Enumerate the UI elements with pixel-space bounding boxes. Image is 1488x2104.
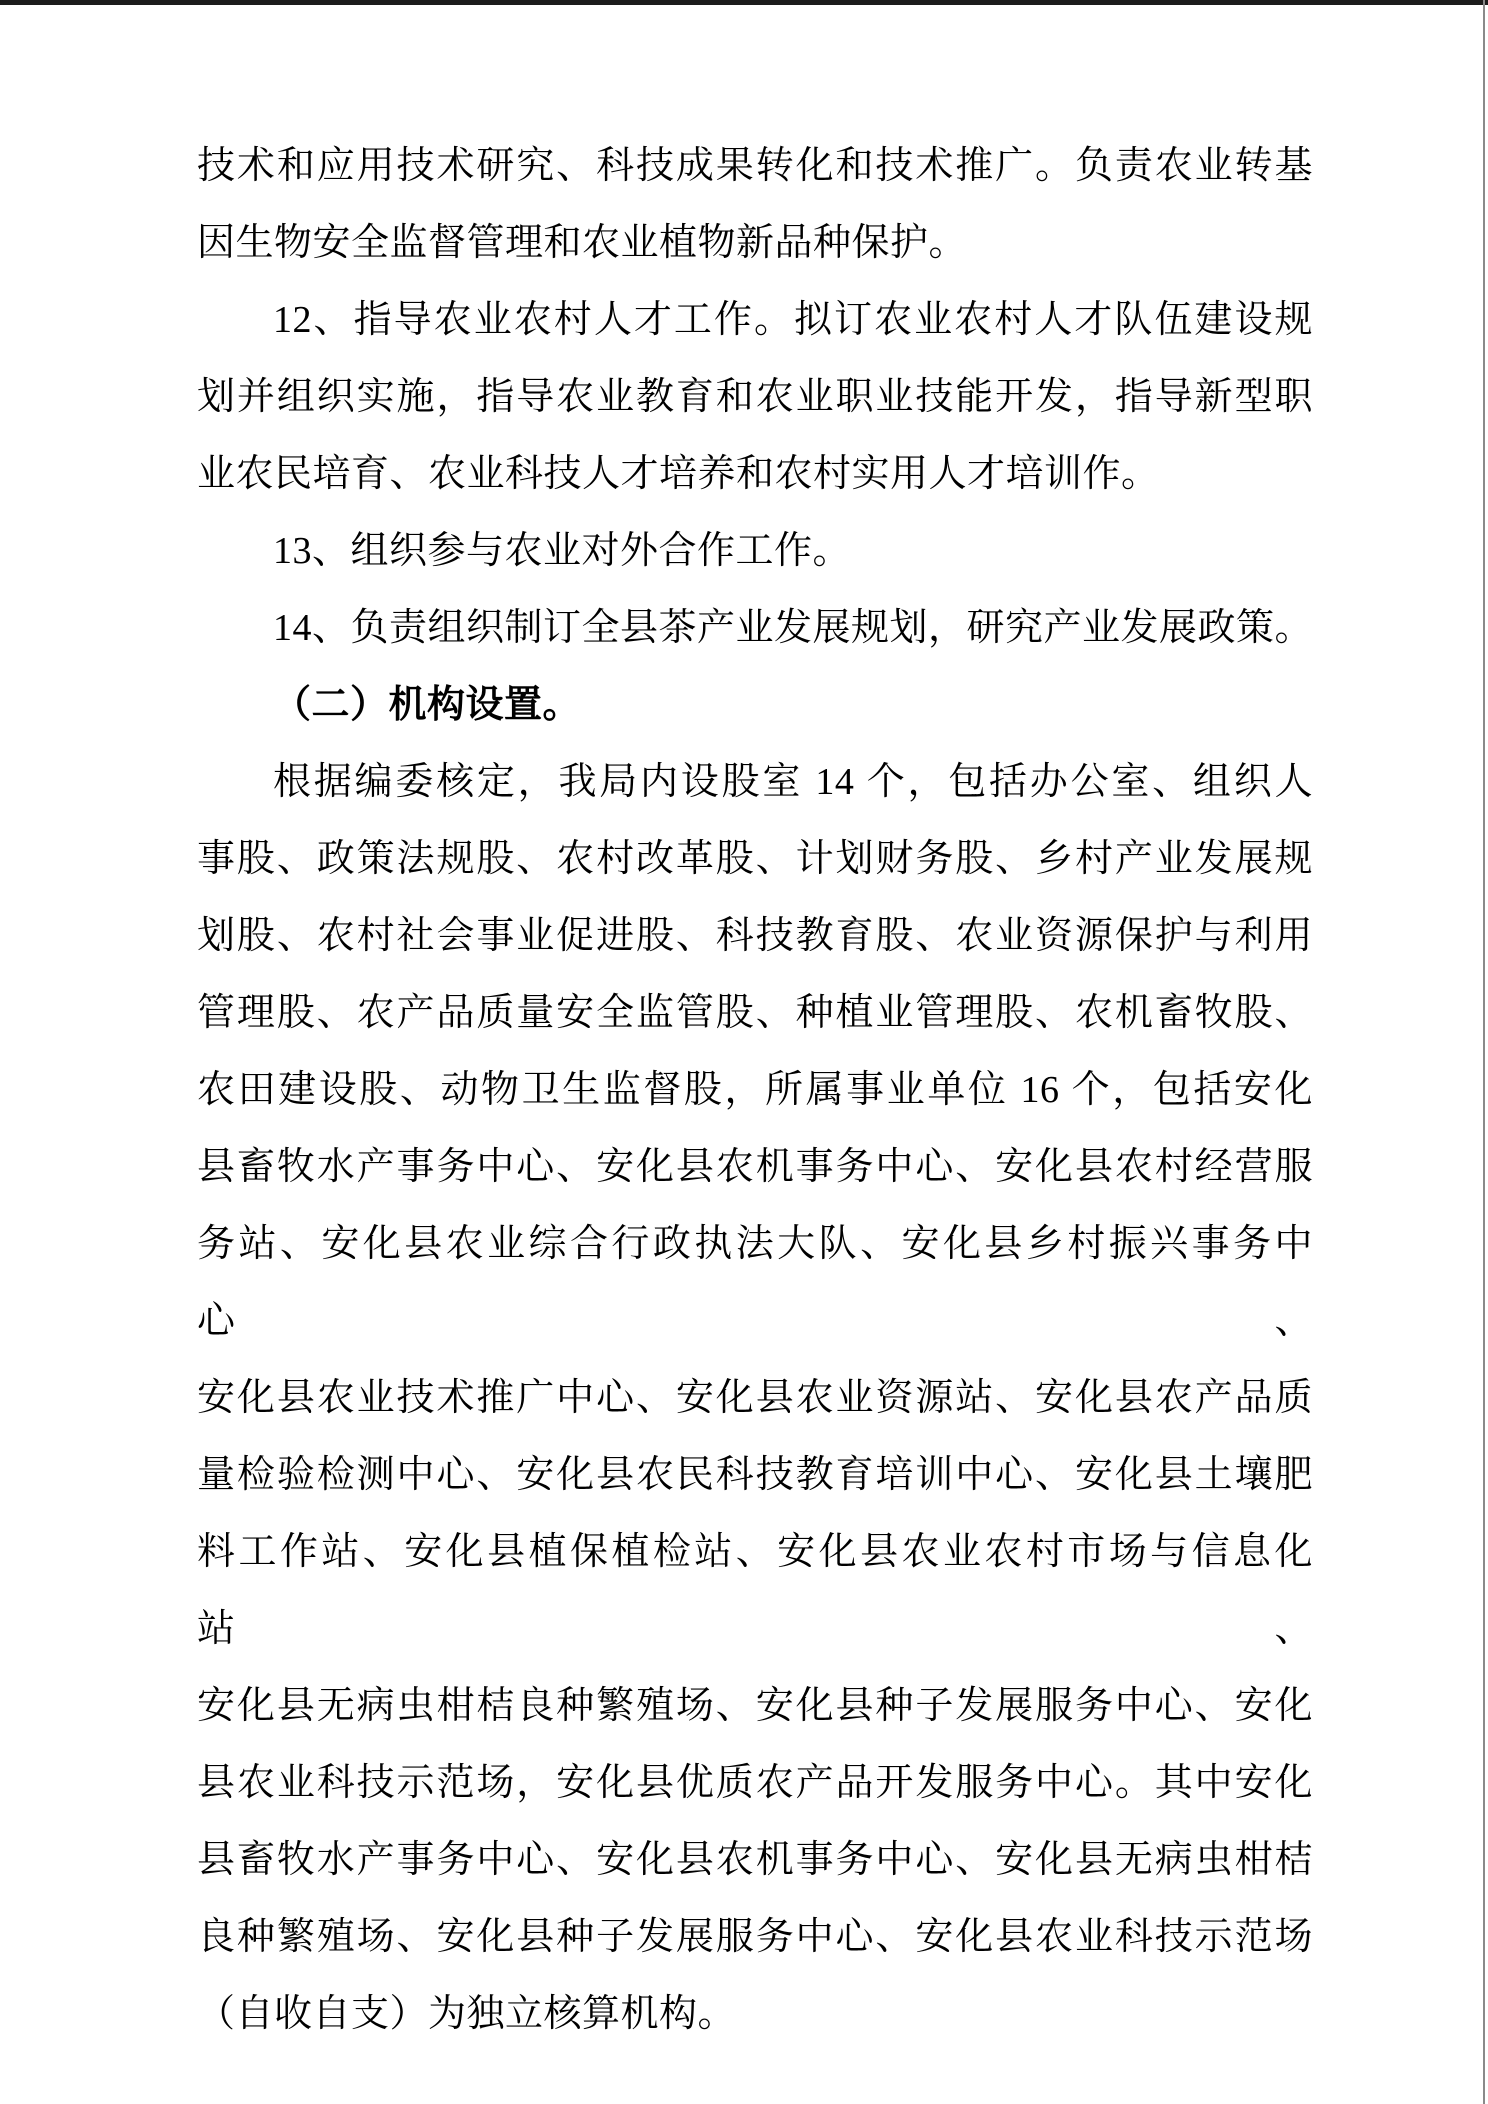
text-line: （二）机构设置。 bbox=[273, 684, 582, 726]
text-line: 县畜牧水产事务中心、安化县农机事务中心、安化县无病虫柑桔 bbox=[197, 1839, 1313, 1881]
text-line: 12、指导农业农村人才工作。拟订农业农村人才队伍建设规 bbox=[273, 299, 1313, 341]
document-text-block bbox=[197, 128, 1313, 2053]
text-line: 划股、农村社会事业促进股、科技教育股、农业资源保护与利用 bbox=[197, 915, 1313, 957]
text-line: 14、负责组织制订全县茶产业发展规划，研究产业发展政策。 bbox=[273, 607, 1314, 649]
text-line: 良种繁殖场、安化县种子发展服务中心、安化县农业科技示范场 bbox=[197, 1916, 1313, 1958]
page-top-edge-line bbox=[0, 0, 1488, 5]
text-line: 根据编委核定，我局内设股室 14 个，包括办公室、组织人 bbox=[273, 761, 1313, 803]
text-line: 安化县农业技术推广中心、安化县农业资源站、安化县农产品质 bbox=[197, 1377, 1313, 1419]
text-line: 事股、政策法规股、农村改革股、计划财务股、乡村产业发展规 bbox=[197, 838, 1313, 880]
text-line: 13、组织参与农业对外合作工作。 bbox=[273, 530, 852, 572]
text-line: 技术和应用技术研究、科技成果转化和技术推广。负责农业转基 bbox=[197, 145, 1313, 187]
page-right-edge-line bbox=[1483, 0, 1485, 2104]
text-line: （自收自支）为独立核算机构。 bbox=[197, 1993, 737, 2035]
text-line: 县农业科技示范场，安化县优质农产品开发服务中心。其中安化 bbox=[197, 1762, 1313, 1804]
text-line: 管理股、农产品质量安全监管股、种植业管理股、农机畜牧股、 bbox=[197, 992, 1313, 1034]
text-line: 料工作站、安化县植保植检站、安化县农业农村市场与信息化站、 bbox=[197, 1531, 1313, 1650]
text-line: 县畜牧水产事务中心、安化县农机事务中心、安化县农村经营服 bbox=[197, 1146, 1313, 1188]
text-line: 农田建设股、动物卫生监督股，所属事业单位 16 个，包括安化 bbox=[197, 1069, 1313, 1111]
text-line: 划并组织实施，指导农业教育和农业职业技能开发，指导新型职 bbox=[197, 376, 1313, 418]
text-line: 业农民培育、农业科技人才培养和农村实用人才培训作。 bbox=[197, 453, 1160, 495]
text-line: 因生物安全监督管理和农业植物新品种保护。 bbox=[197, 222, 968, 264]
text-line: 务站、安化县农业综合行政执法大队、安化县乡村振兴事务中心、 bbox=[197, 1223, 1313, 1342]
text-line: 安化县无病虫柑桔良种繁殖场、安化县种子发展服务中心、安化 bbox=[197, 1685, 1313, 1727]
text-line: 量检验检测中心、安化县农民科技教育培训中心、安化县土壤肥 bbox=[197, 1454, 1313, 1496]
